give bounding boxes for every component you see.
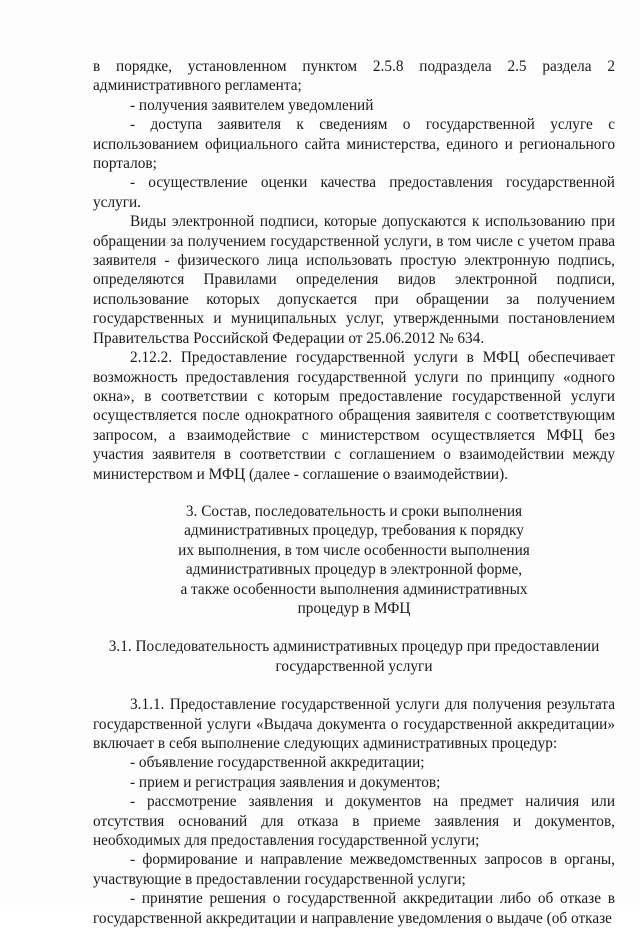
paragraph-top-5: 2.12.2. Предоставление государственной услуги в МФЦ обеспечивает возможность предоставления государственной услуги по принципу «одного окна», в соответствии с которым предоставление государственной услуги осуществляется после однократного обращения заявителя с соответствующим запросом, а взаимодействие с министерством осуществляется МФЦ без участия заявителя в соответствии с соглашением о взаимодействии между министерством и МФЦ (далее - соглашение о взаимодействии). <box>93 349 615 483</box>
section-heading-line-4: а также особенности выполнения административных <box>180 580 528 598</box>
section-heading-line-1: административных процедур, требования к порядку <box>184 522 524 540</box>
section-heading-line-3: административных процедур в электронной форме, <box>185 561 523 579</box>
section-heading <box>93 502 615 618</box>
paragraph-bottom-0: 3.1.1. Предоставление государственной услуги для получения результата государственной услуги «Выдача документа о государственной аккредитации» включает в себя выполнение следующих административных процедур: <box>93 696 615 752</box>
paragraph-top-3: - осуществление оценки качества предоставления государственной услуги. <box>93 174 615 211</box>
paragraph-bottom-1: - объявление государственной аккредитации; <box>130 754 425 772</box>
paragraph-group-top <box>93 57 615 484</box>
subsection-heading <box>93 637 615 676</box>
paragraph-bottom-4: - формирование и направление межведомственных запросов в органы, участвующие в предоставлении государственной услуги; <box>93 851 615 888</box>
subsection-heading-line-1: государственной услуги <box>275 657 433 675</box>
subsection-heading-line-0: 3.1. Последовательность административных процедур при предоставлении <box>108 638 600 656</box>
section-heading-line-5: процедур в МФЦ <box>297 599 411 617</box>
document-body <box>93 57 615 928</box>
section-heading-line-2: их выполнения, в том числе особенности выполнения <box>178 541 530 559</box>
paragraph-bottom-2: - прием и регистрация заявления и документов; <box>130 773 441 791</box>
paragraph-bottom-3: - рассмотрение заявления и документов на предмет наличия или отсутствия оснований для отказа в приеме заявления и документов, необходимых для предоставления государственной услуги; <box>93 793 615 850</box>
paragraph-top-0: в порядке, установленном пунктом 2.5.8 подраздела 2.5 раздела 2 административного регламента; <box>93 58 615 95</box>
section-heading-line-0: 3. Состав, последовательность и сроки выполнения <box>185 502 523 520</box>
paragraph-bottom-5: - принятие решения о государственной аккредитации либо об отказе в государственной аккредитации и направление уведомления о выдаче (об отказе <box>93 890 615 927</box>
paragraph-top-4: Виды электронной подписи, которые допускаются к использованию при обращении за получением государственной услуги, в том числе с учетом права заявителя - физического лица использовать простую электронную подпись, определяются Правилами определения видов электронной подписи, использование которых допускается при обращении за получением государственных и муниципальных услуг, утвержденными постановлением Правительства Российской Федерации от 25.06.2012 № 634. <box>93 213 615 347</box>
paragraph-top-1: - получения заявителем уведомлений <box>130 96 374 114</box>
paragraph-group-bottom <box>93 695 615 928</box>
paragraph-top-2: - доступа заявителя к сведениям о государственной услуге с использованием официального сайта министерства, единого и регионального порталов; <box>93 116 615 173</box>
